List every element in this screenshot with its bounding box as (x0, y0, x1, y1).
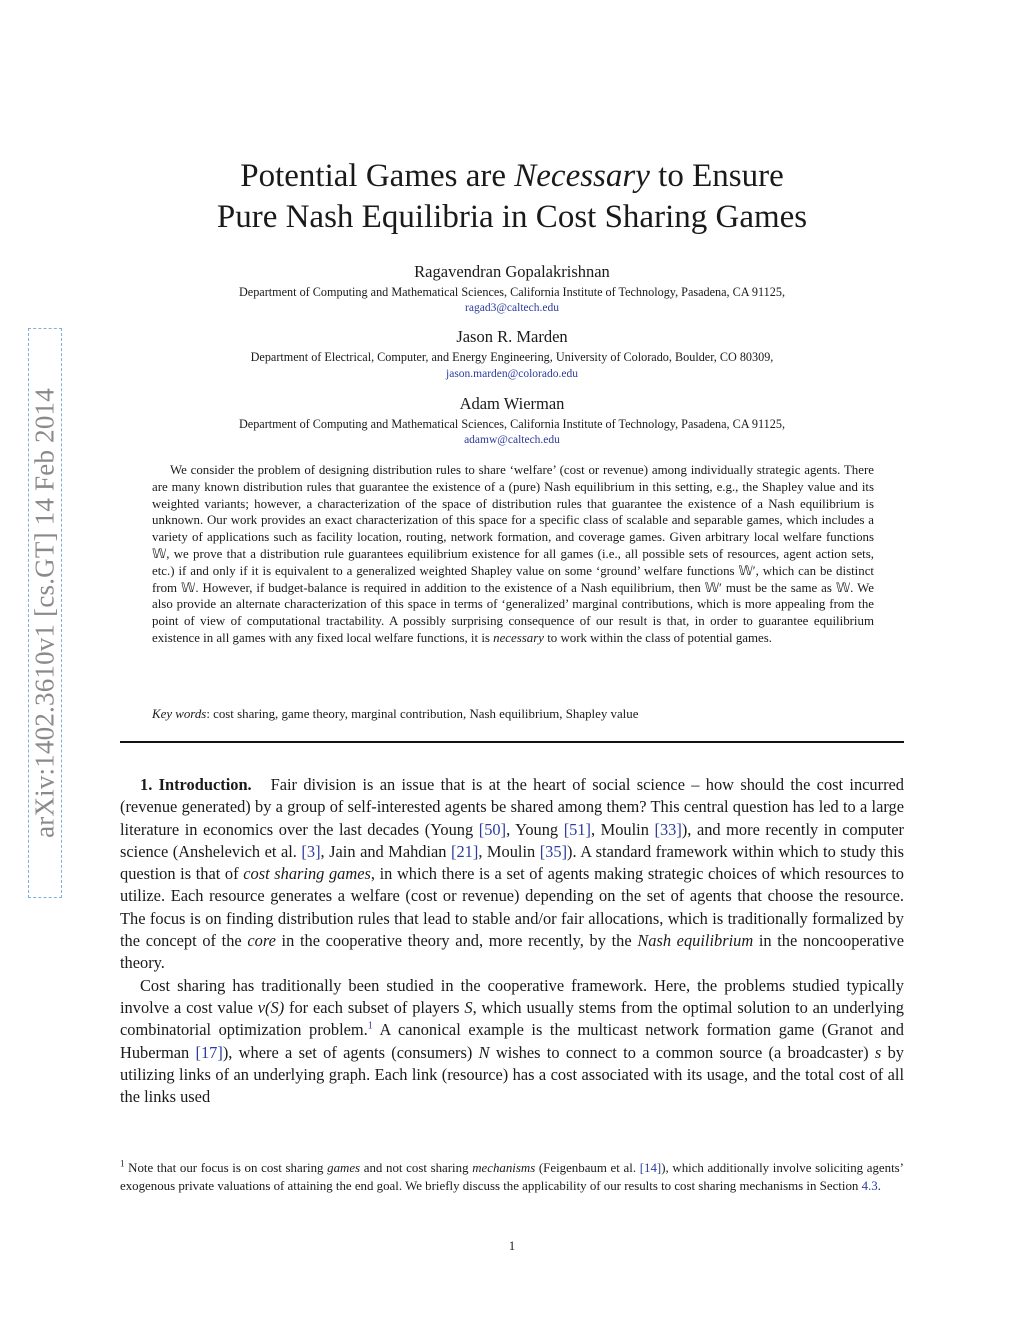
citation-link[interactable]: [3] (301, 841, 321, 861)
abstract-text: We consider the problem of designing distribution rules to share ‘welfare’ (cost or revenue) among individually strategic agents. There are many known distribution rules that guarantee the existence of a (pure) Nash equilibrium in this setting, e.g., the Shapley value and its weighted variants; however, a characterization of the space of distribution rules that guarantee the existence of a Nash equilibrium is unknown. Our work provides an exact characterization of this space for a specific class of scalable and separable games, which includes a variety of applications such as facility location, routing, network formation, and coverage games. Given arbitrary local welfare functions 𝕎, we prove that a distribution rule guarantees equilibrium existence for all games (i.e., all possible sets of resources, agent action sets, etc.) if and only if it is equivalent to a generalized weighted Shapley value on some ‘ground’ welfare functions 𝕎′, which can be distinct from 𝕎. However, if budget-balance is required in addition to the existence of a Nash equilibrium, then 𝕎′ must be the same as 𝕎. We also provide an alternate characterization of this space in terms of ‘generalized’ marginal contributions, which is more appealing from the point of view of computational tractability. A possibly surprising consequence of our result is that, in order to guarantee equilibrium existence in all games with any fixed local welfare functions, it is necessary to work within the class of potential games. (152, 463, 874, 645)
author-name: Jason R. Marden (456, 327, 568, 346)
keywords: Key words: cost sharing, game theory, marginal contribution, Nash equilibrium, Shapley value (152, 707, 639, 721)
author-email[interactable]: ragad3@caltech.edu (465, 302, 559, 314)
section-heading: 1. Introduction. (140, 775, 252, 794)
author-name: Adam Wierman (459, 394, 565, 413)
author-affiliation: Department of Computing and Mathematical Sciences, California Institute of Technology, Pasadena, CA 91125, (239, 285, 785, 299)
title-line-2: Pure Nash Equilibria in Cost Sharing Games (216, 199, 808, 235)
title-line-1: Potential Games are Necessary to Ensure (240, 158, 784, 194)
page-number: 1 (508, 1239, 516, 1253)
author-email[interactable]: jason.marden@colorado.edu (446, 368, 578, 380)
intro-paragraph-2: Cost sharing has traditionally been studied in the cooperative framework. Here, the problems studied typically involve a cost value v(S) for each subset of players S, which usually stems from the optimal solution to an underlying combinatorial optimization problem.$^1$ A canonical example is the multicast network formation game (Granot and Huberman [17]), where a set of agents (consumers) N wishes to connect to a common source (a broadcaster) s by utilizing links of an underlying graph. Each link (resource) has a cost associated with its usage, and the total cost of all the links used (120, 975, 905, 1107)
section-divider (120, 741, 904, 743)
paper-title (120, 156, 904, 238)
footnote-marker[interactable]: 1 (367, 1020, 373, 1032)
section-link[interactable]: 4.3 (861, 1179, 878, 1193)
citation-link[interactable]: [14] (639, 1161, 662, 1175)
footnote-text: $^1$ Note that our focus is on cost sharing games and not cost sharing mechanisms (Feigenbaum et al. [14]), which additionally involve soliciting agents’ exogenous private valuations of attaining the end goal. We briefly discuss the applicability of our results to cost sharing mechanisms in Section 4.3. (120, 1158, 904, 1193)
citation-link[interactable]: [17] (195, 1042, 223, 1062)
citation-link[interactable]: [33] (654, 819, 682, 839)
citation-link[interactable]: [50] (478, 819, 507, 839)
abstract (152, 462, 874, 647)
arxiv-stamp: arXiv:1402.3610v1 [cs.GT] 14 Feb 2014 (29, 388, 60, 838)
citation-link[interactable]: [35] (539, 841, 568, 861)
author-name: Ragavendran Gopalakrishnan (414, 262, 610, 281)
author-email[interactable]: adamw@caltech.edu (464, 434, 560, 446)
citation-link[interactable]: [21] (451, 841, 479, 861)
keywords-text: cost sharing, game theory, marginal contribution, Nash equilibrium, Shapley value (213, 707, 639, 721)
intro-paragraph-1: 1. Introduction. Fair division is an issue that is at the heart of social science – how should the cost incurred (revenue generated) by a group of self-interested agents be shared among them? This central question has led to a large literature in economics over the last decades (Young [50], Young [51], Moulin [33]), and more recently in computer science (Anshelevich et al. [3], Jain and Mahdian [21], Moulin [35]). A standard framework within which to study this question is that of cost sharing games, in which there is a set of agents making strategic choices of which resources to utilize. Each resource generates a welfare (cost or revenue) depending on the set of agents that choose the resource. The focus is on finding distribution rules that lead to stable and/or fair allocations, which is traditionally formalized by the concept of the core in the cooperative theory and, more recently, by the Nash equilibrium in the noncooperative theory. (120, 775, 905, 973)
introduction-section (120, 774, 904, 1108)
author-affiliation: Department of Electrical, Computer, and Energy Engineering, University of Colorado, Boulder, CO 80309, (250, 350, 774, 364)
keywords-label: Key words (152, 707, 207, 721)
footnote (120, 1159, 904, 1195)
citation-link[interactable]: [51] (563, 819, 591, 839)
author-affiliation: Department of Computing and Mathematical Sciences, California Institute of Technology, Pasadena, CA 91125, (239, 417, 785, 431)
